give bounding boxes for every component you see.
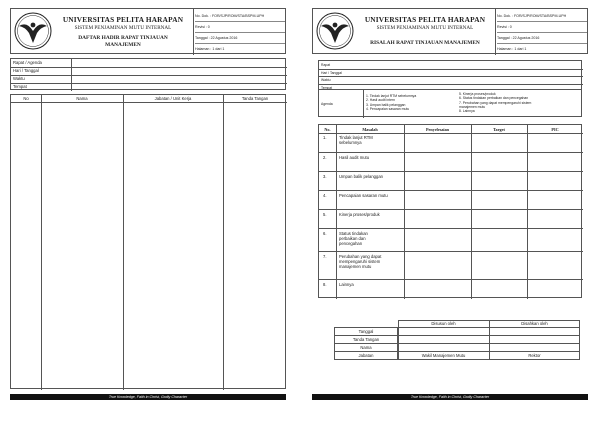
field-time: Waktu (321, 78, 331, 82)
meta-revision: Revisi : 0 (195, 22, 285, 33)
col-signature: Tanda Tangan (241, 96, 269, 101)
sign-label-position: Jabatan (358, 353, 374, 358)
row-issue-line: pencegahan (339, 241, 363, 246)
meta-page: Halaman : 1 dari 1 (497, 47, 527, 51)
meta-revision: Revisi : 0 (497, 22, 587, 33)
sign-label-date: Tanggal (358, 329, 374, 334)
row-issue-line: sebelumnya (339, 140, 362, 145)
agenda-list-right (459, 92, 531, 113)
col-target: Target (493, 126, 505, 132)
form-title-line1: DAFTAR HADIR RAPAT TINJAUAN (78, 35, 168, 41)
row-number: 8. (323, 282, 327, 287)
university-name: UNIVERSITAS PELITA HARAPAN (364, 15, 486, 24)
row-issue: Pencapaian sasaran mutu (339, 193, 388, 198)
agenda-item: 4. Pencapaian sasaran mutu (366, 106, 410, 111)
sign-label-signature: Tanda Tangan (352, 337, 380, 342)
uph-eagle-logo-icon (13, 11, 53, 51)
meta-doc-no: No. Dok. : FOR/SJP/ROM/STA/BSPM-UPH (195, 11, 285, 22)
col-issue: Masalah (362, 126, 378, 132)
row-number: 5. (323, 212, 327, 217)
row-number: 7. (323, 254, 327, 259)
approved-by-header: Disahkan oleh (521, 321, 548, 326)
agenda-box (318, 89, 582, 117)
prepared-by-header: Disusun oleh (431, 321, 456, 326)
meta-date: Tanggal : 22 Agustus 2016 (195, 33, 285, 44)
system-name: SISTEM PENJAMINAN MUTU INTERNAL (376, 25, 474, 31)
attendance-table (10, 94, 286, 389)
field-place: Tempat (321, 85, 333, 90)
field-date: Hari / Tanggal (321, 70, 342, 75)
meta-doc-no: No. Dok. : FOR/SJP/ROM/STA/BSPM-UPH (497, 11, 587, 22)
col-resolution: Penyelesaian (425, 126, 450, 132)
signature-table (334, 320, 580, 360)
row-number: 3. (323, 174, 327, 179)
meta-date: Tanggal : 22 Agustus 2016 (497, 33, 587, 44)
document-meta (497, 11, 587, 54)
meeting-info-box (10, 58, 286, 90)
footer-motto: True Knowledge, Faith in Christ, Godly Character (10, 394, 286, 400)
agenda-item: 6. Status tindakan perbaikan dan pencegahan (459, 96, 529, 101)
footer-motto: True Knowledge, Faith in Christ, Godly Character (312, 394, 588, 400)
row-issue-line: Perubahan yang dapat (339, 254, 382, 259)
form-header (312, 8, 588, 54)
form-header (10, 8, 286, 54)
row-issue (339, 231, 368, 246)
minutes-form-page (312, 8, 588, 408)
agenda-list-left (366, 94, 416, 111)
document-meta (195, 11, 285, 54)
agenda-item: 8. Lainnya (459, 109, 475, 114)
col-no: No (23, 96, 29, 101)
row-issue-line: Status tindakan (339, 231, 368, 236)
row-issue: Lainnya (339, 282, 354, 287)
col-pic: PIC (551, 126, 559, 132)
field-time: Waktu (13, 76, 25, 81)
agenda-item: 3. Umpan balik pelanggan (366, 102, 406, 107)
sign-label-name: Nama (360, 345, 372, 350)
field-agenda: Rapat / Agenda (13, 60, 42, 65)
agenda-item: 5. Kinerja proses/produk (459, 92, 496, 96)
row-issue: Umpan balik pelanggan (339, 174, 383, 179)
agenda-label: Agenda (321, 102, 333, 106)
row-number: 1. (323, 135, 327, 140)
meta-page: Halaman : 1 dari 1 (195, 47, 225, 51)
col-no: No. (324, 126, 331, 132)
row-issue-line: perbaikan dan (339, 236, 366, 241)
attendance-form-page (10, 8, 286, 408)
row-issue: Kinerja proses/produk (339, 212, 380, 217)
form-title-line2: MANAJEMEN (105, 42, 141, 48)
field-meeting: Rapat (321, 63, 331, 67)
col-position: Jabatan / Unit Kerja (154, 96, 192, 101)
row-issue-line: mempengaruhi sistem (339, 259, 381, 264)
row-issue (339, 135, 373, 145)
row-issue-line: manajemen mutu (339, 264, 372, 269)
row-number: 4. (323, 193, 327, 198)
row-number: 2. (323, 155, 327, 160)
agenda-item: 1. Tindak lanjut RTM sebelumnya (366, 94, 417, 98)
uph-eagle-logo-icon (315, 11, 355, 51)
university-name: UNIVERSITAS PELITA HARAPAN (62, 15, 184, 24)
role-rector: Rektor (528, 353, 541, 358)
issues-table (318, 124, 582, 298)
row-number: 6. (323, 231, 327, 236)
form-title: RISALAH RAPAT TINJAUAN MANAJEMEN (370, 40, 480, 46)
col-name: Nama (76, 96, 88, 101)
agenda-item: manajemen mutu (459, 104, 486, 109)
meeting-info-box (318, 60, 582, 90)
row-issue (339, 254, 381, 269)
row-issue: Hasil audit mutu (339, 155, 370, 160)
agenda-item: 2. Hasil audit intern (366, 98, 396, 103)
row-issue-line: Tindak lanjut RTM (339, 135, 373, 140)
agenda-item: 7. Perubahan yang dapat mempengaruhi sistem (459, 100, 532, 105)
role-quality-rep: Wakil Manajemen Mutu (421, 353, 466, 358)
system-name: SISTEM PENJAMINAN MUTU INTERNAL (74, 25, 172, 31)
field-date: Hari / Tanggal (13, 68, 39, 73)
field-place: Tempat (13, 84, 27, 89)
